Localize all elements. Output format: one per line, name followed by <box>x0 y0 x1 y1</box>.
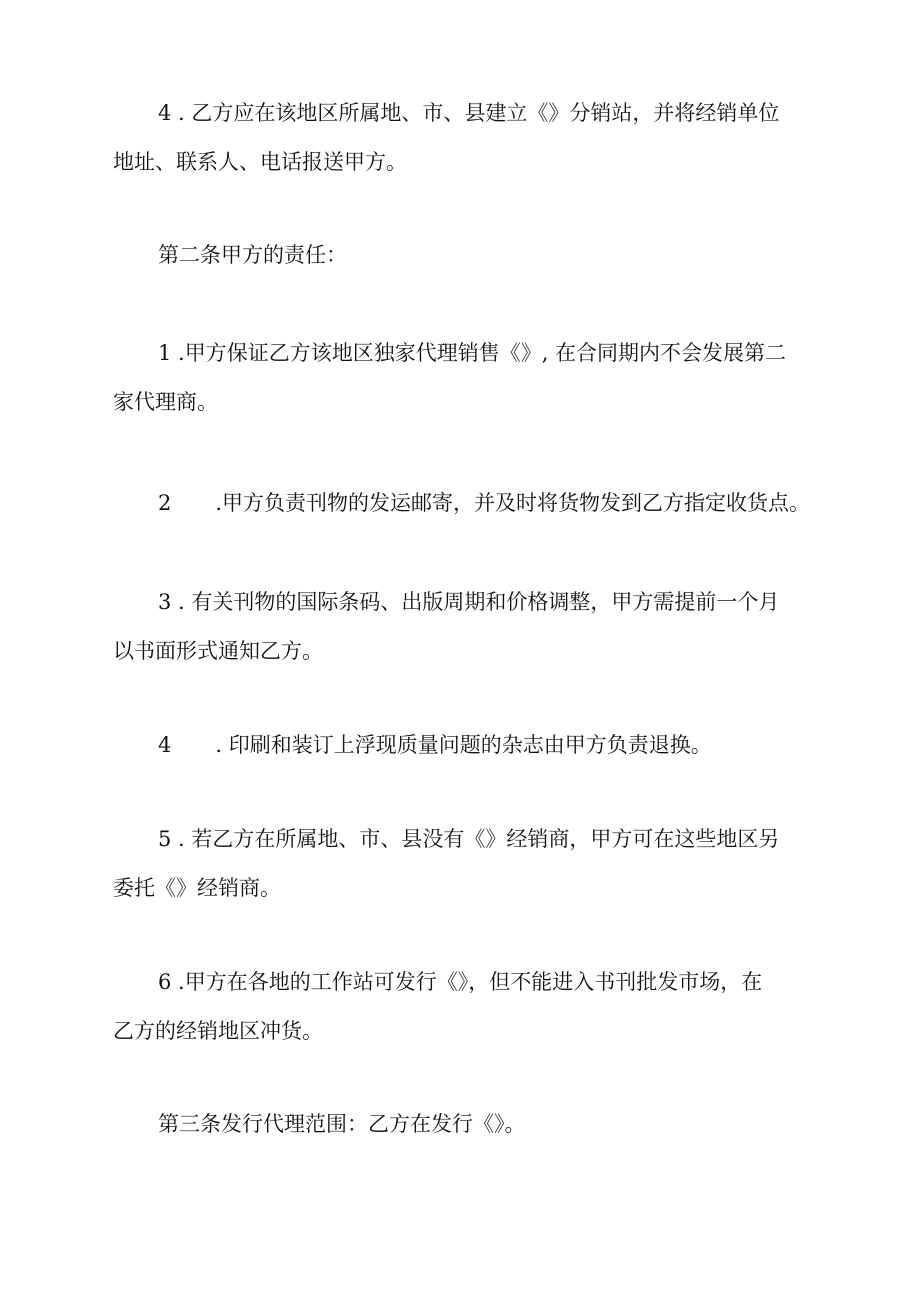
text-line: 地址、联系人、电话报送甲方。 <box>113 150 407 174</box>
paragraph-jiafang-3 <box>0 578 920 676</box>
text-line: 3 . 有关刊物的国际条码、出版周期和价格调整，甲方需提前一个月 <box>158 590 780 614</box>
text-line: 4 . 乙方应在该地区所属地、市、县建立《》分销站，并将经销单位 <box>158 101 780 125</box>
section-heading-article-2 <box>0 231 920 280</box>
text-line: 以书面形式通知乙方。 <box>113 639 323 663</box>
paragraph-jiafang-4 <box>0 721 920 770</box>
text-line: 5 . 若乙方在所属地、市、县没有《》经销商，甲方可在这些地区另 <box>158 827 780 851</box>
item-text: . 印刷和装订上浮现质量问题的杂志由甲方负责退换。 <box>215 733 712 757</box>
text-line: 第二条甲方的责任： <box>158 243 347 267</box>
paragraph-yifang-4 <box>0 89 920 187</box>
item-text: .甲方负责刊物的发运邮寄，并及时将货物发到乙方指定收货点。 <box>215 491 811 515</box>
item-number: 2 <box>158 491 172 515</box>
text-line: 1 .甲方保证乙方该地区独家代理销售《》, 在合同期内不会发展第二 <box>158 341 787 365</box>
item-number: 4 <box>158 733 172 757</box>
section-heading-article-3 <box>0 1100 920 1149</box>
text-line: 委托《》经销商。 <box>113 876 281 900</box>
paragraph-jiafang-5 <box>0 815 920 913</box>
paragraph-jiafang-1 <box>0 329 920 427</box>
text-line: 第三条发行代理范围：乙方在发行《》。 <box>158 1112 526 1136</box>
paragraph-jiafang-6 <box>0 958 920 1056</box>
text-line: 家代理商。 <box>113 390 218 414</box>
text-line: 6 .甲方在各地的工作站可发行《》，但不能进入书刊批发市场，在 <box>158 970 763 994</box>
text-line <box>0 721 920 770</box>
text-line <box>0 479 920 528</box>
paragraph-jiafang-2 <box>0 479 920 528</box>
text-line: 乙方的经销地区冲货。 <box>113 1019 323 1043</box>
